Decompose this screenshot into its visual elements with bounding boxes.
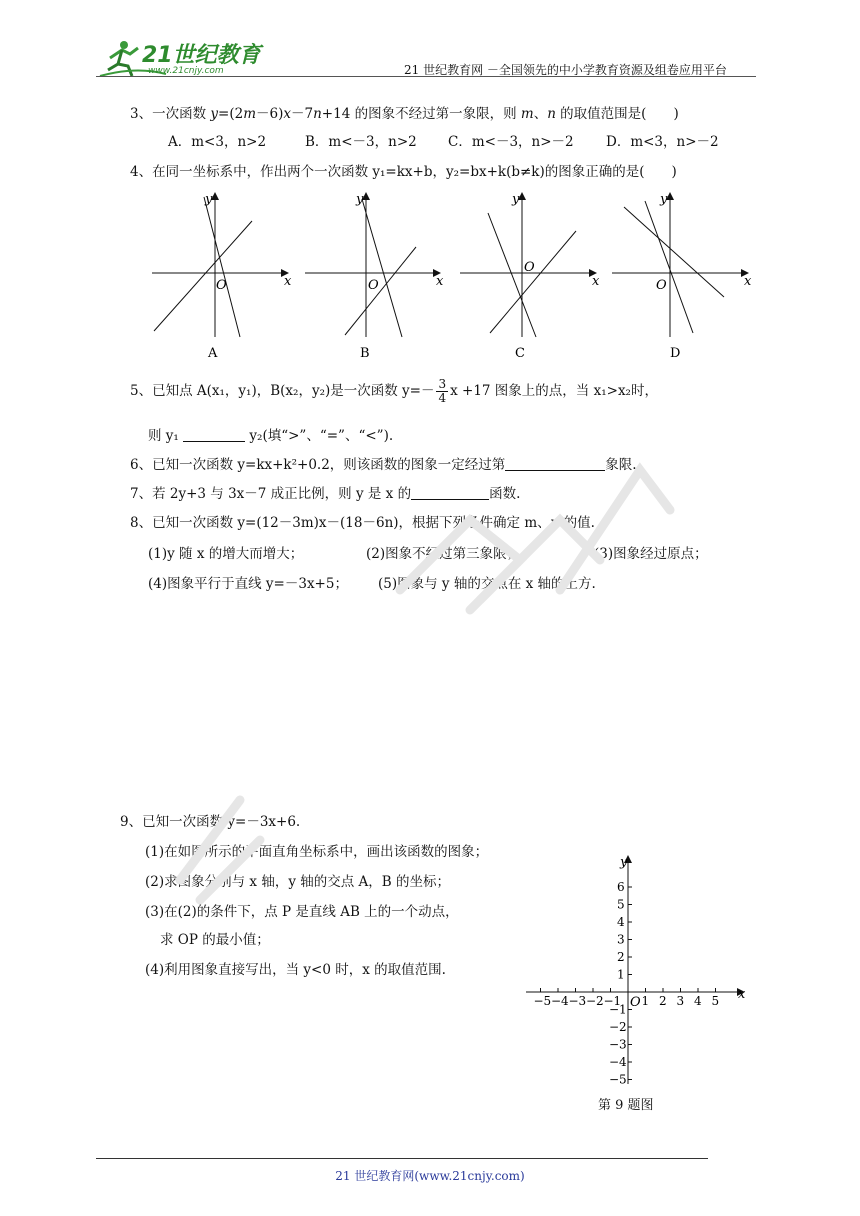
- svg-text:A: A: [208, 346, 218, 361]
- q9-part-4: (4)利用图象直接写出，当 y<0 时，x 的取值范围.: [145, 962, 446, 978]
- q3-stem: 3、一次函数 y=(2m－6)x－7n+14 的图象不经过第一象限，则 m、n 的取值范围是( ): [130, 106, 679, 122]
- q9-y-tick-label: −4: [609, 1055, 627, 1069]
- q9-x-tick-label: −3: [568, 994, 587, 1008]
- svg-text:O: O: [656, 278, 667, 293]
- q9-x-tick-label: −1: [603, 994, 622, 1008]
- q6-line: 6、已知一次函数 y=kx+k²+0.2，则该函数的图象一定经过第 象限.: [130, 457, 637, 473]
- svg-text:y: y: [512, 192, 520, 207]
- footer-text: 21 世纪教育网(www.21cnjy.com): [335, 1169, 525, 1183]
- q8-stem: 8、已知一次函数 y=(12－3m)x－(18－6n)，根据下列条件确定 m、n 的值.: [130, 515, 595, 531]
- q8-condition-3: (3)图象经过原点；: [594, 546, 708, 562]
- q9-part-3-cont: 求 OP 的最小值；: [160, 932, 270, 948]
- svg-text:O: O: [368, 278, 379, 293]
- q9-tick-labels: [534, 880, 720, 1087]
- q3-option-a: A．m<3，n>2: [168, 134, 267, 150]
- q9-part-1: (1)在如图所示的平面直角坐标系中，画出该函数的图象；: [145, 844, 489, 860]
- q8-condition-1: (1)y 随 x 的增大而增大；: [148, 546, 304, 562]
- q9-x-tick-label: 5: [711, 994, 720, 1008]
- q9-coordinate-plane: [520, 850, 760, 1090]
- logo-url: www.21cnjy.com: [148, 66, 224, 76]
- q9-x-tick-label: −2: [586, 994, 604, 1008]
- q9-stem: 9、已知一次函数 y=－3x+6.: [120, 814, 301, 830]
- q9-y-label: y: [620, 855, 628, 870]
- q4-stem: 4、在同一坐标系中，作出两个一次函数 y₁=kx+b，y₂=bx+k(b≠k)的图象正确的是( ): [130, 164, 677, 180]
- q3-option-c: C．m<－3，n>－2: [448, 134, 574, 150]
- header-divider: [96, 76, 756, 77]
- q9-x-tick-label: 3: [676, 994, 685, 1008]
- q9-y-tick-label: −3: [609, 1037, 627, 1052]
- q4-graph-a: [152, 192, 292, 361]
- q9-origin-label: O: [630, 995, 641, 1010]
- q4-graph-b: [305, 192, 444, 361]
- q5-line1: 5、已知点 A(x₁，y₁)，B(x₂，y₂)是一次函数 y=－ $\frac{3}{4}$ x +17 图象上的点，当 x₁>x₂时，: [130, 377, 658, 405]
- svg-text:y: y: [660, 192, 668, 207]
- q9-x-tick-label: −5: [533, 994, 552, 1008]
- q9-y-tick-label: −2: [609, 1020, 627, 1034]
- q5-line2: 则 y₁ y₂(填“>”、“=”、“<”).: [148, 428, 394, 444]
- q6-answer-blank[interactable]: [505, 456, 605, 471]
- svg-text:B: B: [360, 346, 370, 361]
- q9-y-tick-label: 5: [617, 897, 625, 912]
- q9-x-tick-label: 1: [641, 994, 650, 1008]
- q9-y-tick-label: 4: [617, 915, 625, 929]
- q9-x-tick-label: 2: [659, 994, 667, 1008]
- q9-y-tick-label: −5: [609, 1072, 627, 1087]
- q4-graph-options: [140, 185, 760, 365]
- q9-y-tick-label: 6: [617, 880, 625, 894]
- q8-condition-2: (2)图象不经过第三象限；: [366, 546, 521, 562]
- q9-y-tick-label: 2: [617, 950, 625, 964]
- q9-x-label: x: [738, 987, 746, 1002]
- q9-part-2: (2)求图象分别与 x 轴，y 轴的交点 A，B 的坐标；: [145, 874, 450, 890]
- q9-x-tick-label: 4: [694, 994, 702, 1008]
- q4-graph-d: [612, 192, 752, 361]
- svg-text:O: O: [524, 260, 535, 275]
- q7-line: 7、若 2y+3 与 3x－7 成正比例，则 y 是 x 的 函数.: [130, 486, 521, 502]
- svg-text:x: x: [592, 274, 600, 289]
- svg-text:x: x: [436, 274, 444, 289]
- svg-text:y: y: [205, 192, 213, 207]
- footer-divider: [96, 1158, 708, 1159]
- header-tagline: 21 世纪教育网 －全国领先的中小学教育资源及组卷应用平台: [404, 63, 727, 77]
- q9-y-tick-label: 1: [617, 967, 625, 982]
- svg-text:x: x: [744, 274, 752, 289]
- svg-text:x: x: [284, 274, 292, 289]
- svg-text:D: D: [670, 346, 681, 361]
- svg-text:y: y: [356, 192, 364, 207]
- q9-x-tick-label: −4: [551, 994, 569, 1008]
- q9-y-tick-label: 3: [617, 932, 625, 947]
- q9-caption: 第 9 题图: [598, 1098, 654, 1113]
- svg-text:C: C: [515, 346, 525, 361]
- q5-fraction: $\frac{3}{4}$: [438, 377, 447, 405]
- logo-text: 21世纪教育: [142, 43, 261, 68]
- q7-answer-blank[interactable]: [411, 485, 489, 500]
- q9-y-tick-label: −1: [609, 1002, 627, 1017]
- q8-condition-4: (4)图象平行于直线 y=－3x+5；: [148, 576, 348, 592]
- q9-part-3: (3)在(2)的条件下，点 P 是直线 AB 上的一个动点，: [145, 904, 459, 920]
- site-logo: [96, 36, 266, 80]
- svg-text:O: O: [216, 278, 227, 293]
- q4-graph-c: [460, 192, 600, 361]
- q5-answer-blank[interactable]: [183, 427, 245, 442]
- q8-condition-5: (5)图象与 y 轴的交点在 x 轴的上方.: [378, 576, 596, 592]
- q3-option-d: D．m<3，n>－2: [606, 134, 719, 150]
- q3-option-b: B．m<－3，n>2: [305, 134, 417, 150]
